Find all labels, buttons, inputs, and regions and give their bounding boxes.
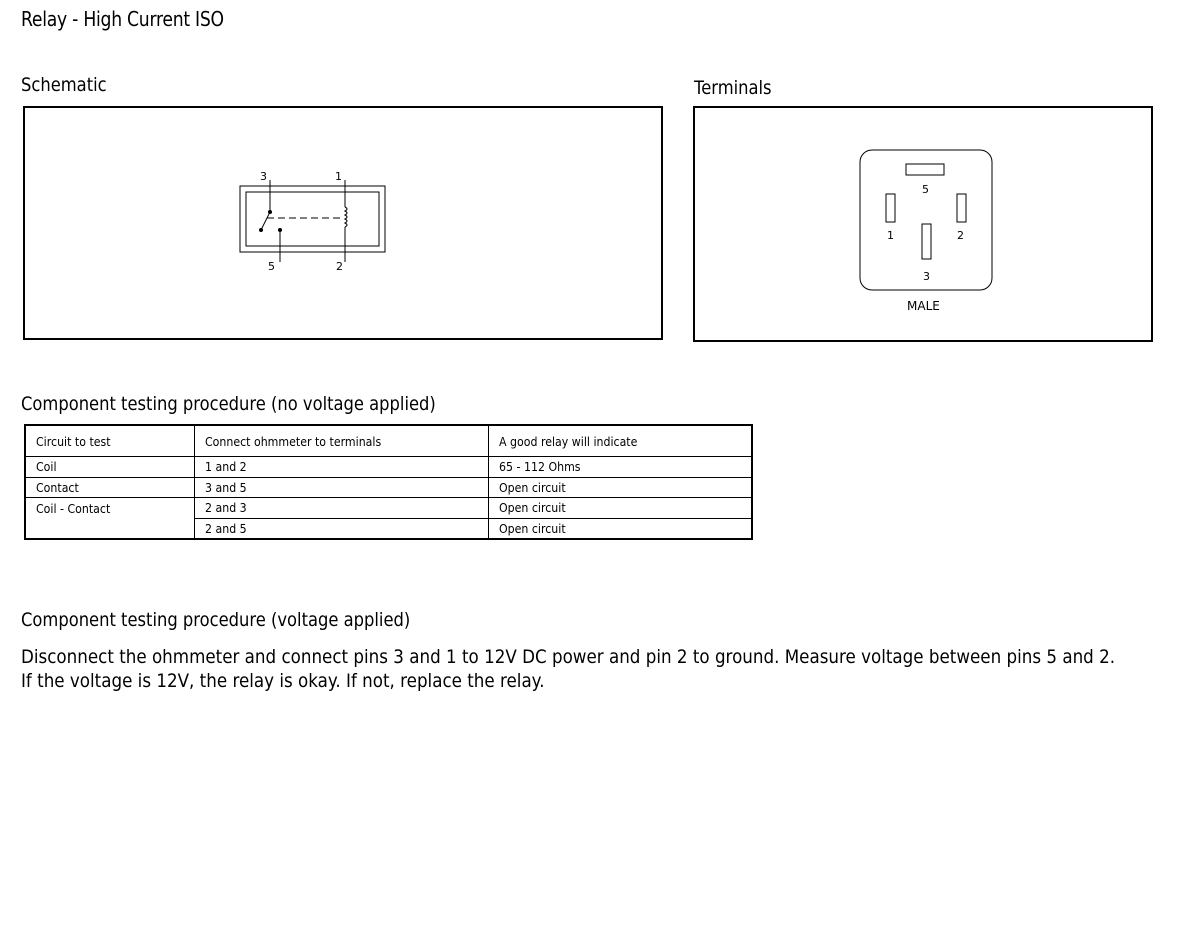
no-voltage-heading: Component testing procedure (no voltage applied)	[21, 393, 436, 415]
terminal-pin-1-label: 1	[887, 229, 894, 242]
terminal-male-caption: MALE	[907, 299, 940, 313]
voltage-instructions: Disconnect the ohmmeter and connect pins 3 and 1 to 12V DC power and pin 2 to ground. Measure voltage between pins 5 and 2. If the voltage is 12V, the relay is okay. If not, replace the relay.	[21, 646, 1116, 692]
terminal-pin-5-label: 5	[922, 183, 929, 196]
header-indicate: A good relay will indicate	[489, 425, 752, 457]
terminal-1-blade	[886, 194, 895, 222]
page-title: Relay - High Current ISO	[21, 7, 224, 31]
relay-schematic-diagram	[25, 108, 661, 338]
cell-connect: 2 and 3	[194, 498, 488, 519]
terminal-3-blade	[922, 224, 931, 259]
schematic-pin-5-label: 5	[268, 260, 275, 273]
terminals-label: Terminals	[694, 77, 772, 99]
switch-arm	[261, 212, 270, 230]
header-circuit: Circuit to test	[25, 425, 194, 457]
terminals-box	[693, 106, 1153, 342]
schematic-pin-3-label: 3	[260, 170, 267, 183]
header-connect: Connect ohmmeter to terminals	[194, 425, 488, 457]
table-header-row	[25, 425, 752, 457]
cell-circuit: Contact	[25, 477, 194, 498]
schematic-box	[23, 106, 663, 340]
voltage-heading: Component testing procedure (voltage applied)	[21, 609, 411, 631]
cell-circuit	[25, 518, 194, 539]
cell-circuit: Coil - Contact	[25, 498, 194, 519]
terminal-pin-2-label: 2	[957, 229, 964, 242]
terminal-5-blade	[906, 164, 944, 175]
switch-pivot	[259, 228, 263, 232]
pin-5-contact	[278, 228, 282, 232]
cell-connect: 3 and 5	[194, 477, 488, 498]
cell-connect: 2 and 5	[194, 518, 488, 539]
schematic-pin-2-label: 2	[336, 260, 343, 273]
cell-indicate: Open circuit	[489, 518, 752, 539]
terminal-2-blade	[957, 194, 966, 222]
table-row	[25, 477, 752, 498]
connector-outline	[860, 150, 992, 290]
terminal-pinout-diagram	[695, 108, 1151, 340]
table-row	[25, 498, 752, 519]
cell-connect: 1 and 2	[194, 457, 488, 478]
cell-indicate: 65 - 112 Ohms	[489, 457, 752, 478]
relay-outer-frame	[240, 186, 385, 252]
cell-indicate: Open circuit	[489, 477, 752, 498]
schematic-pin-1-label: 1	[335, 170, 342, 183]
terminal-pin-3-label: 3	[923, 270, 930, 283]
table-row	[25, 457, 752, 478]
cell-circuit: Coil	[25, 457, 194, 478]
coil-winding	[345, 207, 347, 227]
table-row	[25, 518, 752, 539]
test-procedure-table	[24, 424, 753, 540]
cell-indicate: Open circuit	[489, 498, 752, 519]
schematic-label: Schematic	[21, 74, 107, 96]
